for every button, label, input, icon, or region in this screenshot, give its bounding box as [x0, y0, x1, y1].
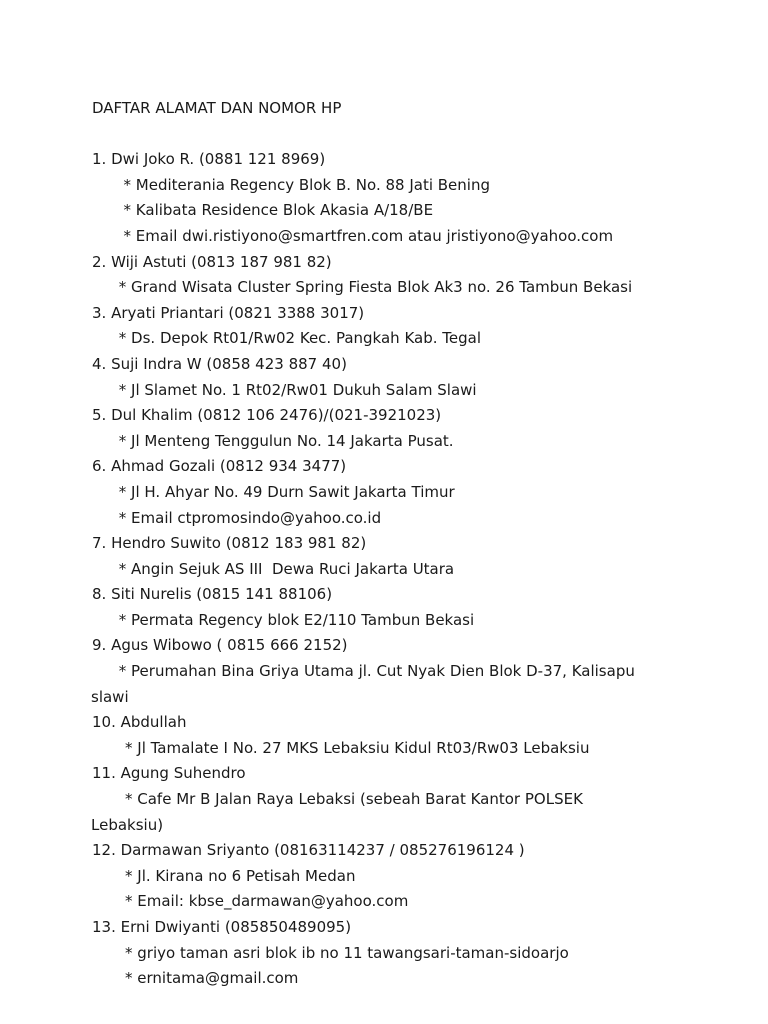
contact-detail: * Jl Menteng Tenggulun No. 14 Jakarta Pusat. — [114, 431, 454, 450]
contact-detail: * Email ctpromosindo@yahoo.co.id — [114, 508, 382, 527]
contact-entry — [92, 761, 752, 838]
contact-detail: * Email dwi.ristiyono@smartfren.com atau jristiyono@yahoo.com — [114, 226, 614, 245]
contact-name-phone: 8. Siti Nurelis (0815 141 88106) — [92, 585, 333, 604]
contact-detail-continuation: Lebaksiu) — [91, 815, 164, 834]
contact-detail: * Jl. Kirana no 6 Petisah Medan — [125, 866, 356, 885]
contact-detail: * Cafe Mr B Jalan Raya Lebaksi (sebeah Barat Kantor POLSEK — [125, 790, 583, 809]
contact-entry — [92, 582, 752, 633]
contact-entry — [92, 403, 752, 454]
contact-detail: * griyo taman asri blok ib no 11 tawangsari-taman-sidoarjo — [125, 943, 569, 962]
contact-name-phone: 12. Darmawan Sriyanto (08163114237 / 085276196124 ) — [92, 841, 525, 860]
contact-entry — [92, 250, 752, 301]
blank-line — [92, 122, 752, 148]
contact-detail: * Ds. Depok Rt01/Rw02 Kec. Pangkah Kab. Tegal — [114, 329, 481, 348]
contact-name-phone: 11. Agung Suhendro — [92, 764, 246, 783]
contact-detail: * Jl Slamet No. 1 Rt02/Rw01 Dukuh Salam Slawi — [114, 380, 477, 399]
contact-detail: * Jl H. Ahyar No. 49 Durn Sawit Jakarta Timur — [114, 482, 455, 501]
contact-entry — [92, 710, 752, 761]
contact-detail: * Angin Sejuk AS III Dewa Ruci Jakarta Utara — [114, 559, 455, 578]
contact-detail: * Kalibata Residence Blok Akasia A/18/BE — [114, 201, 434, 220]
contact-name-phone: 6. Ahmad Gozali (0812 934 3477) — [92, 457, 347, 476]
contact-entry — [92, 838, 752, 915]
contact-detail: * Grand Wisata Cluster Spring Fiesta Blok Ak3 no. 26 Tambun Bekasi — [114, 278, 633, 297]
contact-entry — [92, 915, 752, 992]
contact-name-phone: 2. Wiji Astuti (0813 187 981 82) — [92, 252, 332, 271]
contact-detail: * Jl Tamalate I No. 27 MKS Lebaksiu Kidul Rt03/Rw03 Lebaksiu — [125, 738, 590, 757]
contact-detail: * Perumahan Bina Griya Utama jl. Cut Nyak Dien Blok D-37, Kalisapu — [114, 662, 635, 681]
contact-detail: * Email: kbse_darmawan@yahoo.com — [125, 892, 409, 911]
document-body — [92, 96, 752, 992]
contact-entry — [92, 633, 752, 710]
contact-detail-continuation: slawi — [91, 687, 129, 706]
contact-entry — [92, 147, 752, 249]
contact-entry — [92, 454, 752, 531]
contact-name-phone: 1. Dwi Joko R. (0881 121 8969) — [92, 150, 326, 169]
contact-entry — [92, 531, 752, 582]
contact-name-phone: 5. Dul Khalim (0812 106 2476)/(021-3921023) — [92, 406, 442, 425]
contact-name-phone: 13. Erni Dwiyanti (085850489095) — [92, 918, 352, 936]
contact-detail: * Mediterania Regency Blok B. No. 88 Jati Bening — [114, 175, 490, 194]
document-title: DAFTAR ALAMAT DAN NOMOR HP — [92, 99, 342, 117]
contact-name-phone: 9. Agus Wibowo ( 0815 666 2152) — [92, 636, 348, 655]
contact-name-phone: 3. Aryati Priantari (0821 3388 3017) — [92, 303, 365, 322]
contact-name-phone: 7. Hendro Suwito (0812 183 981 82) — [92, 534, 367, 553]
contact-name-phone: 10. Abdullah — [92, 713, 187, 732]
contact-detail: * Permata Regency blok E2/110 Tambun Bekasi — [114, 610, 475, 629]
contact-detail: * ernitama@gmail.com — [125, 969, 299, 988]
contact-name-phone: 4. Suji Indra W (0858 423 887 40) — [92, 354, 347, 373]
contact-entry — [92, 301, 752, 352]
contact-entry — [92, 352, 752, 403]
